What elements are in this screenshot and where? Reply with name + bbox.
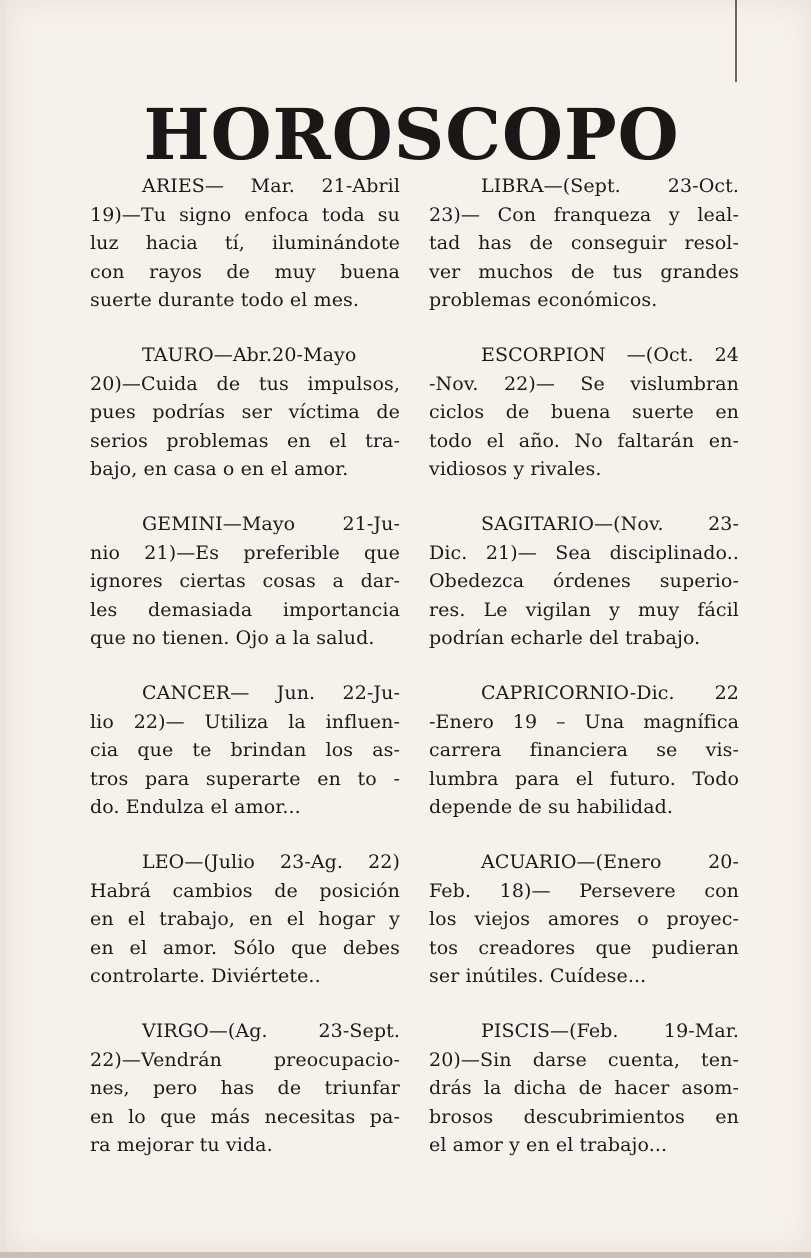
horoscope-line: LEO—(Julio 23-Ag. 22) xyxy=(142,851,400,873)
horoscope-line: ver muchos de tus grandes xyxy=(429,260,739,283)
horoscope-line: GEMINI—Mayo 21-Ju- xyxy=(142,513,400,535)
horoscope-line: -Enero 19 – Una magnífica xyxy=(429,710,739,733)
horoscope-line: vidiosos y rivales. xyxy=(429,458,602,481)
page-title: HOROSCOPO xyxy=(143,93,680,176)
horoscope-line: en el amor. Sólo que debes xyxy=(90,936,400,959)
right-column xyxy=(429,172,739,1186)
horoscope-line: tad has de conseguir resol- xyxy=(429,232,739,255)
horoscope-line: ESCORPION —(Oct. 24 xyxy=(481,344,739,366)
horoscope-line: lio 22)— Utiliza la influen- xyxy=(90,710,400,733)
horoscope-line: controlarte. Diviértete.. xyxy=(90,965,321,988)
horoscope-line: ARIES— Mar. 21-Abril xyxy=(142,175,400,197)
left-column xyxy=(90,172,400,1186)
horoscope-entry-tauro xyxy=(90,341,400,510)
horoscope-line: nes, pero has de triunfar xyxy=(90,1077,400,1100)
horoscope-entry-gemini xyxy=(90,510,400,679)
horoscope-entry-cancer xyxy=(90,679,400,848)
horoscope-line: con rayos de muy buena xyxy=(90,260,400,283)
horoscope-line: brosos descubrimientos en xyxy=(429,1105,739,1128)
horoscope-entry-sagitario xyxy=(429,510,739,679)
horoscope-entry-piscis xyxy=(429,1017,739,1186)
horoscope-line: 22)—Vendrán preocupacio- xyxy=(90,1048,400,1071)
horoscope-line: carrera financiera se vis- xyxy=(429,739,739,762)
horoscope-line: nio 21)—Es preferible que xyxy=(90,541,400,564)
horoscope-entry-escorpion xyxy=(429,341,739,510)
horoscope-line: lumbra para el futuro. Todo xyxy=(429,767,739,790)
horoscope-line: -Nov. 22)— Se vislumbran xyxy=(429,372,739,395)
horoscope-line: PISCIS—(Feb. 19-Mar. xyxy=(481,1020,739,1042)
horoscope-line: SAGITARIO—(Nov. 23- xyxy=(481,513,739,535)
horoscope-line: suerte durante todo el mes. xyxy=(90,289,360,312)
page-edge-line xyxy=(735,0,737,82)
horoscope-line: CANCER— Jun. 22-Ju- xyxy=(142,682,400,704)
horoscope-entry-aries xyxy=(90,172,400,341)
horoscope-line: les demasiada importancia xyxy=(90,598,400,621)
horoscope-line: que no tienen. Ojo a la salud. xyxy=(90,627,375,650)
horoscope-line: 20)—Cuida de tus impulsos, xyxy=(90,372,400,395)
horoscope-line: problemas económicos. xyxy=(429,289,658,312)
horoscope-entry-leo xyxy=(90,848,400,1017)
horoscope-line: CAPRICORNIO-Dic. 22 xyxy=(481,682,739,704)
horoscope-line: ser inútiles. Cuídese... xyxy=(429,965,647,988)
horoscope-line: drás la dicha de hacer asom- xyxy=(429,1077,739,1100)
horoscope-line: Dic. 21)— Sea disciplinado.. xyxy=(429,541,739,564)
horoscope-line: 23)— Con franqueza y leal- xyxy=(429,203,739,226)
horoscope-line: luz hacia tí, iluminándote xyxy=(90,232,400,255)
horoscope-line: serios problemas en el tra- xyxy=(90,429,400,452)
horoscope-entry-libra xyxy=(429,172,739,341)
horoscope-line: tos creadores que pudieran xyxy=(429,936,739,959)
magazine-page xyxy=(6,0,811,1252)
horoscope-line: 19)—Tu signo enfoca toda su xyxy=(90,203,400,226)
horoscope-line: Feb. 18)— Persevere con xyxy=(429,879,739,902)
horoscope-line: ciclos de buena suerte en xyxy=(429,401,739,424)
horoscope-line: depende de su habilidad. xyxy=(429,796,674,819)
horoscope-line: todo el año. No faltarán en- xyxy=(429,429,739,452)
horoscope-line: los viejos amores o proyec- xyxy=(429,908,739,931)
horoscope-line: en lo que más necesitas pa- xyxy=(90,1105,400,1128)
horoscope-line: bajo, en casa o en el amor. xyxy=(90,458,349,481)
horoscope-line: TAURO—Abr.20-Mayo xyxy=(142,344,357,366)
horoscope-line: cia que te brindan los as- xyxy=(90,739,400,762)
horoscope-entry-acuario xyxy=(429,848,739,1017)
horoscope-line: 20)—Sin darse cuenta, ten- xyxy=(429,1048,739,1071)
horoscope-entry-capricornio xyxy=(429,679,739,848)
horoscope-line: res. Le vigilan y muy fácil xyxy=(429,598,739,621)
horoscope-line: el amor y en el trabajo... xyxy=(429,1134,668,1157)
horoscope-line: do. Endulza el amor... xyxy=(90,796,301,819)
horoscope-line: ACUARIO—(Enero 20- xyxy=(481,851,739,873)
horoscope-line: en el trabajo, en el hogar y xyxy=(90,908,400,931)
horoscope-line: ra mejorar tu vida. xyxy=(90,1134,273,1157)
horoscope-line: ignores ciertas cosas a dar- xyxy=(90,570,400,593)
horoscope-entry-virgo xyxy=(90,1017,400,1186)
horoscope-line: tros para superarte en to - xyxy=(90,767,400,790)
horoscope-line: Habrá cambios de posición xyxy=(90,879,400,902)
page-bottom-edge xyxy=(0,1252,811,1258)
horoscope-line: VIRGO—(Ag. 23-Sept. xyxy=(142,1020,400,1042)
horoscope-line: LIBRA—(Sept. 23-Oct. xyxy=(481,175,739,197)
horoscope-line: podrían echarle del trabajo. xyxy=(429,627,701,650)
horoscope-line: pues podrías ser víctima de xyxy=(90,401,400,424)
horoscope-line: Obedezca órdenes superio- xyxy=(429,570,739,593)
